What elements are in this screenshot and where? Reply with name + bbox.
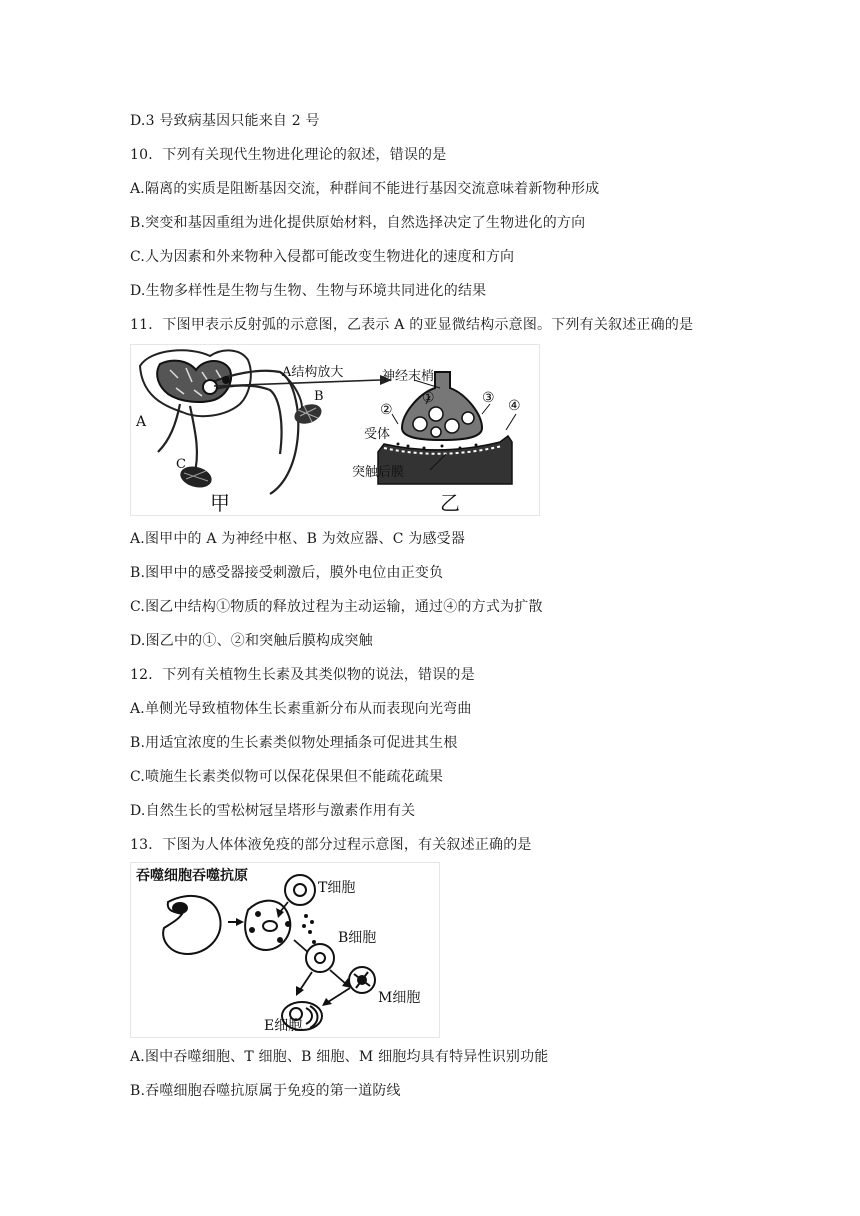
q11-option-d: D.图乙中的①、②和突触后膜构成突触: [130, 633, 373, 649]
label-nerve-ending: 神经末梢: [382, 369, 435, 384]
q11-option-c: C.图乙中结构①物质的释放过程为主动运输，通过④的方式为扩散: [130, 599, 543, 615]
label-m-cell: M细胞: [378, 990, 421, 1006]
q10-option-b: B.突变和基因重组为进化提供原始材料，自然选择决定了生物进化的方向: [130, 215, 586, 231]
label-c: C: [176, 457, 186, 472]
b-cell-shape: [306, 941, 334, 972]
q12-stem: 12．下列有关植物生长素及其类似物的说法，错误的是: [130, 667, 475, 683]
label-receptor: 受体: [364, 427, 391, 442]
label-t-cell: T细胞: [318, 880, 356, 896]
q12-option-c: C.喷施生长素类似物可以保花保果但不能疏花疏果: [130, 769, 444, 785]
caption-jia: 甲: [210, 491, 230, 515]
reflex-arc-figure: [130, 344, 540, 516]
neuron-body: [222, 376, 230, 384]
label-postsynaptic: 突触后膜: [352, 465, 405, 480]
label-b: B: [314, 389, 324, 404]
label-n4: ④: [508, 398, 521, 414]
q11-option-a: A.图甲中的 A 为神经中枢、B 为效应器、C 为感受器: [130, 531, 466, 547]
q12-option-b: B.用适宜浓度的生长素类似物处理插条可促进其生根: [130, 735, 458, 751]
q11-stem: 11．下图甲表示反射弧的示意图，乙表示 A 的亚显微结构示意图。下列有关叙述正确的是: [130, 317, 694, 333]
label-n2: ②: [380, 402, 393, 418]
q13-option-a: A.图中吞噬细胞、T 细胞、B 细胞、M 细胞均具有特异性识别功能: [130, 1049, 549, 1065]
caption-yi: 乙: [440, 491, 460, 515]
q10-option-a: A.隔离的实质是阻断基因交流，种群间不能进行基因交流意味着新物种形成: [130, 181, 600, 197]
q10-option-d: D.生物多样性是生物与生物、生物与环境共同进化的结果: [130, 283, 487, 299]
q10-option-c: C.人为因素和外来物种入侵都可能改变生物进化的速度和方向: [130, 249, 515, 265]
q12-option-a: A.单侧光导致植物体生长素重新分布从而表现向光弯曲: [130, 701, 472, 717]
arrow-label: A结构放大: [282, 365, 344, 380]
humoral-immunity-figure: [130, 862, 440, 1038]
m-cell-shape: [349, 967, 375, 993]
label-e-cell: E细胞: [264, 1018, 303, 1034]
q13-option-b: B.吞噬细胞吞噬抗原属于免疫的第一道防线: [130, 1083, 401, 1099]
label-n3: ③: [482, 390, 495, 406]
q11-option-b: B.图甲中的感受器接受刺激后，膜外电位由正变负: [130, 565, 444, 581]
label-b-cell: B细胞: [338, 930, 377, 946]
synapse-a-marker: [203, 380, 217, 394]
label-a: A: [136, 414, 147, 430]
phagocyte-1: [163, 896, 220, 954]
q12-option-d: D.自然生长的雪松树冠呈塔形与激素作用有关: [130, 803, 416, 819]
t-cell-shape: [285, 875, 315, 905]
q13-stem: 13．下图为人体体液免疫的部分过程示意图，有关叙述正确的是: [130, 837, 532, 853]
label-n1: ①: [422, 390, 435, 406]
spinal-cord-shape: [140, 350, 251, 416]
q10-stem: 10．下列有关现代生物进化理论的叙述，错误的是: [130, 147, 447, 163]
q9-option-d: D.3 号致病基因只能来自 2 号: [130, 113, 320, 129]
humoral-immunity-diagram: [130, 862, 440, 1038]
label-title: 吞噬细胞吞噬抗原: [136, 868, 248, 884]
reflex-arc-diagram: [130, 344, 540, 516]
